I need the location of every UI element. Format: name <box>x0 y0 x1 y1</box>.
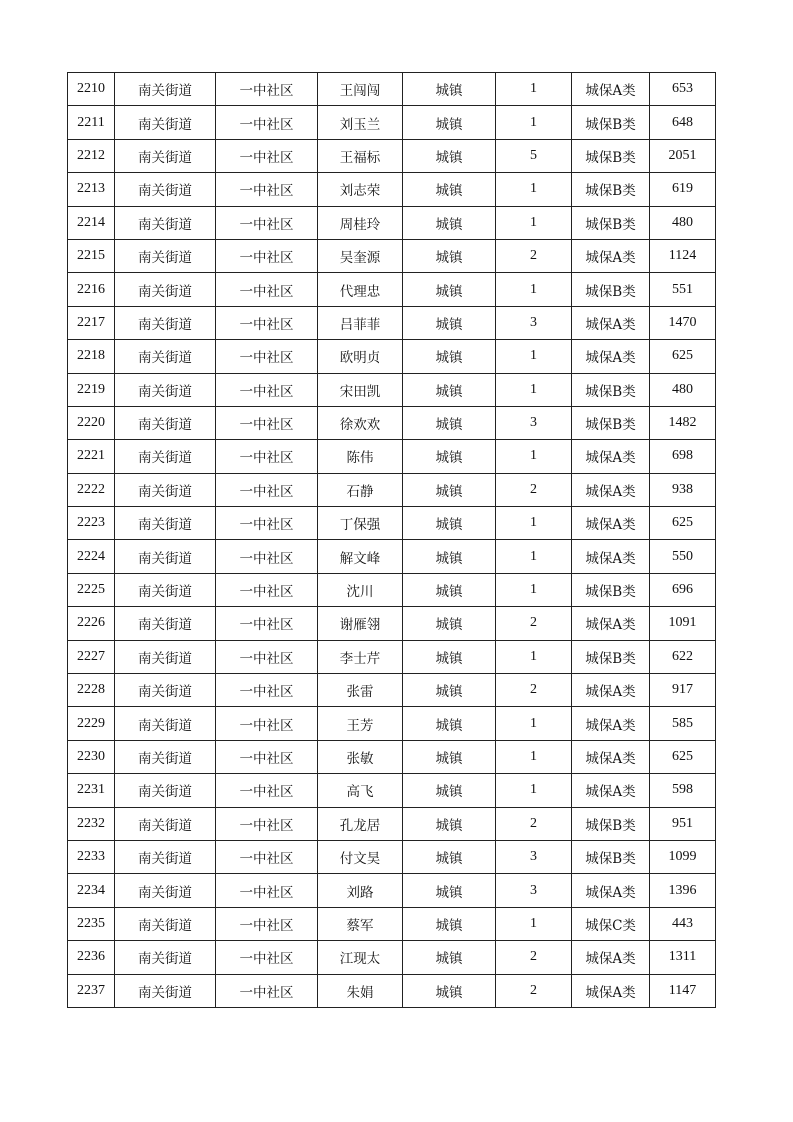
cell-street: 南关街道 <box>115 707 216 740</box>
cell-id: 2221 <box>68 440 115 473</box>
cell-area: 城镇 <box>403 941 496 974</box>
cell-area: 城镇 <box>403 273 496 306</box>
cell-community: 一中社区 <box>216 139 318 172</box>
cell-household-count: 2 <box>496 607 572 640</box>
cell-community: 一中社区 <box>216 73 318 106</box>
cell-community: 一中社区 <box>216 306 318 339</box>
cell-amount: 2051 <box>650 139 716 172</box>
table-row <box>68 206 716 239</box>
cell-id: 2224 <box>68 540 115 573</box>
cell-category: 城保B类 <box>572 807 650 840</box>
cell-amount: 648 <box>650 106 716 139</box>
cell-household-count: 3 <box>496 306 572 339</box>
cell-area: 城镇 <box>403 573 496 606</box>
cell-name: 付文昊 <box>318 840 403 873</box>
cell-street: 南关街道 <box>115 607 216 640</box>
cell-street: 南关街道 <box>115 740 216 773</box>
cell-street: 南关街道 <box>115 406 216 439</box>
cell-household-count: 3 <box>496 406 572 439</box>
cell-household-count: 2 <box>496 974 572 1007</box>
cell-amount: 480 <box>650 206 716 239</box>
cell-street: 南关街道 <box>115 774 216 807</box>
cell-area: 城镇 <box>403 707 496 740</box>
cell-category: 城保A类 <box>572 239 650 272</box>
cell-id: 2216 <box>68 273 115 306</box>
cell-street: 南关街道 <box>115 674 216 707</box>
cell-street: 南关街道 <box>115 373 216 406</box>
cell-amount: 551 <box>650 273 716 306</box>
cell-id: 2211 <box>68 106 115 139</box>
cell-community: 一中社区 <box>216 106 318 139</box>
cell-category: 城保B类 <box>572 373 650 406</box>
cell-id: 2230 <box>68 740 115 773</box>
cell-area: 城镇 <box>403 306 496 339</box>
cell-household-count: 3 <box>496 840 572 873</box>
cell-name: 解文峰 <box>318 540 403 573</box>
cell-name: 刘路 <box>318 874 403 907</box>
cell-street: 南关街道 <box>115 573 216 606</box>
cell-street: 南关街道 <box>115 807 216 840</box>
cell-community: 一中社区 <box>216 941 318 974</box>
cell-street: 南关街道 <box>115 273 216 306</box>
cell-category: 城保A类 <box>572 941 650 974</box>
cell-category: 城保A类 <box>572 473 650 506</box>
table-row <box>68 540 716 573</box>
cell-household-count: 2 <box>496 674 572 707</box>
cell-area: 城镇 <box>403 807 496 840</box>
cell-household-count: 1 <box>496 440 572 473</box>
table-row <box>68 340 716 373</box>
cell-street: 南关街道 <box>115 840 216 873</box>
cell-community: 一中社区 <box>216 540 318 573</box>
cell-amount: 625 <box>650 740 716 773</box>
table-row <box>68 740 716 773</box>
cell-id: 2212 <box>68 139 115 172</box>
cell-id: 2237 <box>68 974 115 1007</box>
cell-id: 2217 <box>68 306 115 339</box>
cell-name: 陈伟 <box>318 440 403 473</box>
table-row <box>68 674 716 707</box>
table-row <box>68 173 716 206</box>
cell-area: 城镇 <box>403 106 496 139</box>
cell-id: 2218 <box>68 340 115 373</box>
cell-name: 孔龙居 <box>318 807 403 840</box>
cell-household-count: 3 <box>496 874 572 907</box>
table-body <box>68 73 716 1008</box>
cell-amount: 622 <box>650 640 716 673</box>
cell-name: 石静 <box>318 473 403 506</box>
cell-amount: 619 <box>650 173 716 206</box>
cell-category: 城保C类 <box>572 907 650 940</box>
cell-id: 2228 <box>68 674 115 707</box>
cell-street: 南关街道 <box>115 206 216 239</box>
cell-category: 城保A类 <box>572 306 650 339</box>
cell-amount: 1482 <box>650 406 716 439</box>
table-row <box>68 106 716 139</box>
cell-household-count: 1 <box>496 373 572 406</box>
cell-household-count: 1 <box>496 740 572 773</box>
table-row <box>68 807 716 840</box>
cell-category: 城保A类 <box>572 507 650 540</box>
cell-category: 城保B类 <box>572 640 650 673</box>
cell-id: 2210 <box>68 73 115 106</box>
cell-household-count: 1 <box>496 106 572 139</box>
cell-amount: 951 <box>650 807 716 840</box>
cell-name: 代理忠 <box>318 273 403 306</box>
cell-id: 2233 <box>68 840 115 873</box>
table-row <box>68 607 716 640</box>
cell-household-count: 1 <box>496 273 572 306</box>
cell-id: 2231 <box>68 774 115 807</box>
cell-name: 刘志荣 <box>318 173 403 206</box>
cell-household-count: 5 <box>496 139 572 172</box>
cell-street: 南关街道 <box>115 139 216 172</box>
cell-area: 城镇 <box>403 974 496 1007</box>
cell-name: 刘玉兰 <box>318 106 403 139</box>
cell-amount: 1124 <box>650 239 716 272</box>
table-row <box>68 440 716 473</box>
cell-amount: 1099 <box>650 840 716 873</box>
cell-area: 城镇 <box>403 840 496 873</box>
cell-area: 城镇 <box>403 340 496 373</box>
cell-household-count: 1 <box>496 206 572 239</box>
cell-name: 张雷 <box>318 674 403 707</box>
table-row <box>68 473 716 506</box>
cell-name: 江现太 <box>318 941 403 974</box>
cell-area: 城镇 <box>403 607 496 640</box>
cell-household-count: 2 <box>496 239 572 272</box>
table-row <box>68 273 716 306</box>
cell-amount: 938 <box>650 473 716 506</box>
cell-amount: 917 <box>650 674 716 707</box>
cell-community: 一中社区 <box>216 874 318 907</box>
cell-household-count: 1 <box>496 774 572 807</box>
cell-category: 城保A类 <box>572 740 650 773</box>
cell-community: 一中社区 <box>216 840 318 873</box>
cell-household-count: 1 <box>496 640 572 673</box>
cell-amount: 696 <box>650 573 716 606</box>
cell-amount: 1091 <box>650 607 716 640</box>
cell-amount: 1311 <box>650 941 716 974</box>
cell-street: 南关街道 <box>115 507 216 540</box>
cell-community: 一中社区 <box>216 473 318 506</box>
cell-community: 一中社区 <box>216 573 318 606</box>
table-row <box>68 73 716 106</box>
cell-area: 城镇 <box>403 206 496 239</box>
cell-community: 一中社区 <box>216 707 318 740</box>
cell-amount: 625 <box>650 507 716 540</box>
cell-street: 南关街道 <box>115 173 216 206</box>
cell-community: 一中社区 <box>216 373 318 406</box>
cell-household-count: 1 <box>496 540 572 573</box>
cell-household-count: 2 <box>496 941 572 974</box>
cell-name: 王福标 <box>318 139 403 172</box>
cell-category: 城保A类 <box>572 440 650 473</box>
table-row <box>68 573 716 606</box>
cell-name: 王闯闯 <box>318 73 403 106</box>
cell-community: 一中社区 <box>216 206 318 239</box>
cell-category: 城保A类 <box>572 774 650 807</box>
cell-area: 城镇 <box>403 173 496 206</box>
cell-area: 城镇 <box>403 440 496 473</box>
cell-category: 城保A类 <box>572 340 650 373</box>
cell-household-count: 2 <box>496 807 572 840</box>
table-row <box>68 139 716 172</box>
cell-street: 南关街道 <box>115 239 216 272</box>
cell-category: 城保A类 <box>572 707 650 740</box>
cell-street: 南关街道 <box>115 941 216 974</box>
cell-id: 2226 <box>68 607 115 640</box>
cell-category: 城保A类 <box>572 674 650 707</box>
records-table <box>67 72 716 1008</box>
cell-area: 城镇 <box>403 406 496 439</box>
table-row <box>68 507 716 540</box>
cell-category: 城保B类 <box>572 273 650 306</box>
cell-name: 高飞 <box>318 774 403 807</box>
cell-community: 一中社区 <box>216 340 318 373</box>
cell-id: 2235 <box>68 907 115 940</box>
cell-category: 城保B类 <box>572 106 650 139</box>
cell-name: 谢雁翎 <box>318 607 403 640</box>
cell-category: 城保B类 <box>572 173 650 206</box>
cell-community: 一中社区 <box>216 607 318 640</box>
cell-id: 2234 <box>68 874 115 907</box>
cell-id: 2227 <box>68 640 115 673</box>
cell-id: 2213 <box>68 173 115 206</box>
table-row <box>68 874 716 907</box>
table-row <box>68 707 716 740</box>
cell-area: 城镇 <box>403 473 496 506</box>
cell-name: 张敏 <box>318 740 403 773</box>
cell-amount: 625 <box>650 340 716 373</box>
cell-street: 南关街道 <box>115 874 216 907</box>
cell-category: 城保B类 <box>572 139 650 172</box>
cell-area: 城镇 <box>403 674 496 707</box>
cell-id: 2232 <box>68 807 115 840</box>
table-row <box>68 373 716 406</box>
cell-category: 城保B类 <box>572 840 650 873</box>
cell-id: 2219 <box>68 373 115 406</box>
table-row <box>68 640 716 673</box>
cell-area: 城镇 <box>403 640 496 673</box>
cell-category: 城保B类 <box>572 406 650 439</box>
cell-community: 一中社区 <box>216 173 318 206</box>
cell-area: 城镇 <box>403 874 496 907</box>
cell-name: 欧明贞 <box>318 340 403 373</box>
cell-household-count: 1 <box>496 573 572 606</box>
cell-area: 城镇 <box>403 373 496 406</box>
table-row <box>68 974 716 1007</box>
cell-household-count: 1 <box>496 340 572 373</box>
cell-category: 城保B类 <box>572 573 650 606</box>
cell-name: 宋田凯 <box>318 373 403 406</box>
cell-area: 城镇 <box>403 740 496 773</box>
cell-name: 丁保强 <box>318 507 403 540</box>
cell-area: 城镇 <box>403 239 496 272</box>
cell-street: 南关街道 <box>115 907 216 940</box>
cell-community: 一中社区 <box>216 640 318 673</box>
cell-name: 沈川 <box>318 573 403 606</box>
cell-community: 一中社区 <box>216 740 318 773</box>
cell-street: 南关街道 <box>115 473 216 506</box>
cell-street: 南关街道 <box>115 340 216 373</box>
cell-household-count: 1 <box>496 507 572 540</box>
cell-amount: 698 <box>650 440 716 473</box>
cell-name: 李士芹 <box>318 640 403 673</box>
cell-household-count: 2 <box>496 473 572 506</box>
table-row <box>68 840 716 873</box>
cell-id: 2222 <box>68 473 115 506</box>
cell-id: 2223 <box>68 507 115 540</box>
cell-household-count: 1 <box>496 707 572 740</box>
cell-area: 城镇 <box>403 540 496 573</box>
cell-amount: 585 <box>650 707 716 740</box>
cell-id: 2229 <box>68 707 115 740</box>
cell-street: 南关街道 <box>115 974 216 1007</box>
cell-category: 城保B类 <box>572 206 650 239</box>
table-row <box>68 306 716 339</box>
cell-id: 2225 <box>68 573 115 606</box>
table-row <box>68 239 716 272</box>
cell-community: 一中社区 <box>216 974 318 1007</box>
cell-area: 城镇 <box>403 907 496 940</box>
cell-area: 城镇 <box>403 139 496 172</box>
cell-amount: 653 <box>650 73 716 106</box>
cell-category: 城保A类 <box>572 974 650 1007</box>
cell-street: 南关街道 <box>115 106 216 139</box>
cell-community: 一中社区 <box>216 674 318 707</box>
cell-name: 朱娟 <box>318 974 403 1007</box>
cell-community: 一中社区 <box>216 774 318 807</box>
cell-category: 城保A类 <box>572 874 650 907</box>
cell-category: 城保A类 <box>572 73 650 106</box>
cell-street: 南关街道 <box>115 640 216 673</box>
cell-category: 城保A类 <box>572 607 650 640</box>
table-row <box>68 907 716 940</box>
cell-community: 一中社区 <box>216 406 318 439</box>
cell-community: 一中社区 <box>216 507 318 540</box>
table-row <box>68 774 716 807</box>
cell-community: 一中社区 <box>216 807 318 840</box>
cell-community: 一中社区 <box>216 239 318 272</box>
cell-area: 城镇 <box>403 73 496 106</box>
cell-name: 吕菲菲 <box>318 306 403 339</box>
cell-street: 南关街道 <box>115 440 216 473</box>
cell-amount: 1396 <box>650 874 716 907</box>
cell-community: 一中社区 <box>216 907 318 940</box>
cell-id: 2215 <box>68 239 115 272</box>
cell-id: 2214 <box>68 206 115 239</box>
cell-amount: 598 <box>650 774 716 807</box>
cell-name: 吴奎源 <box>318 239 403 272</box>
cell-name: 王芳 <box>318 707 403 740</box>
cell-street: 南关街道 <box>115 540 216 573</box>
cell-category: 城保A类 <box>572 540 650 573</box>
cell-id: 2236 <box>68 941 115 974</box>
table-row <box>68 941 716 974</box>
cell-id: 2220 <box>68 406 115 439</box>
cell-household-count: 1 <box>496 73 572 106</box>
cell-name: 周桂玲 <box>318 206 403 239</box>
cell-amount: 550 <box>650 540 716 573</box>
cell-area: 城镇 <box>403 507 496 540</box>
cell-street: 南关街道 <box>115 73 216 106</box>
cell-amount: 1470 <box>650 306 716 339</box>
table-row <box>68 406 716 439</box>
cell-amount: 443 <box>650 907 716 940</box>
cell-amount: 480 <box>650 373 716 406</box>
cell-name: 蔡军 <box>318 907 403 940</box>
cell-community: 一中社区 <box>216 440 318 473</box>
cell-name: 徐欢欢 <box>318 406 403 439</box>
cell-community: 一中社区 <box>216 273 318 306</box>
cell-household-count: 1 <box>496 173 572 206</box>
cell-street: 南关街道 <box>115 306 216 339</box>
cell-amount: 1147 <box>650 974 716 1007</box>
cell-area: 城镇 <box>403 774 496 807</box>
cell-household-count: 1 <box>496 907 572 940</box>
